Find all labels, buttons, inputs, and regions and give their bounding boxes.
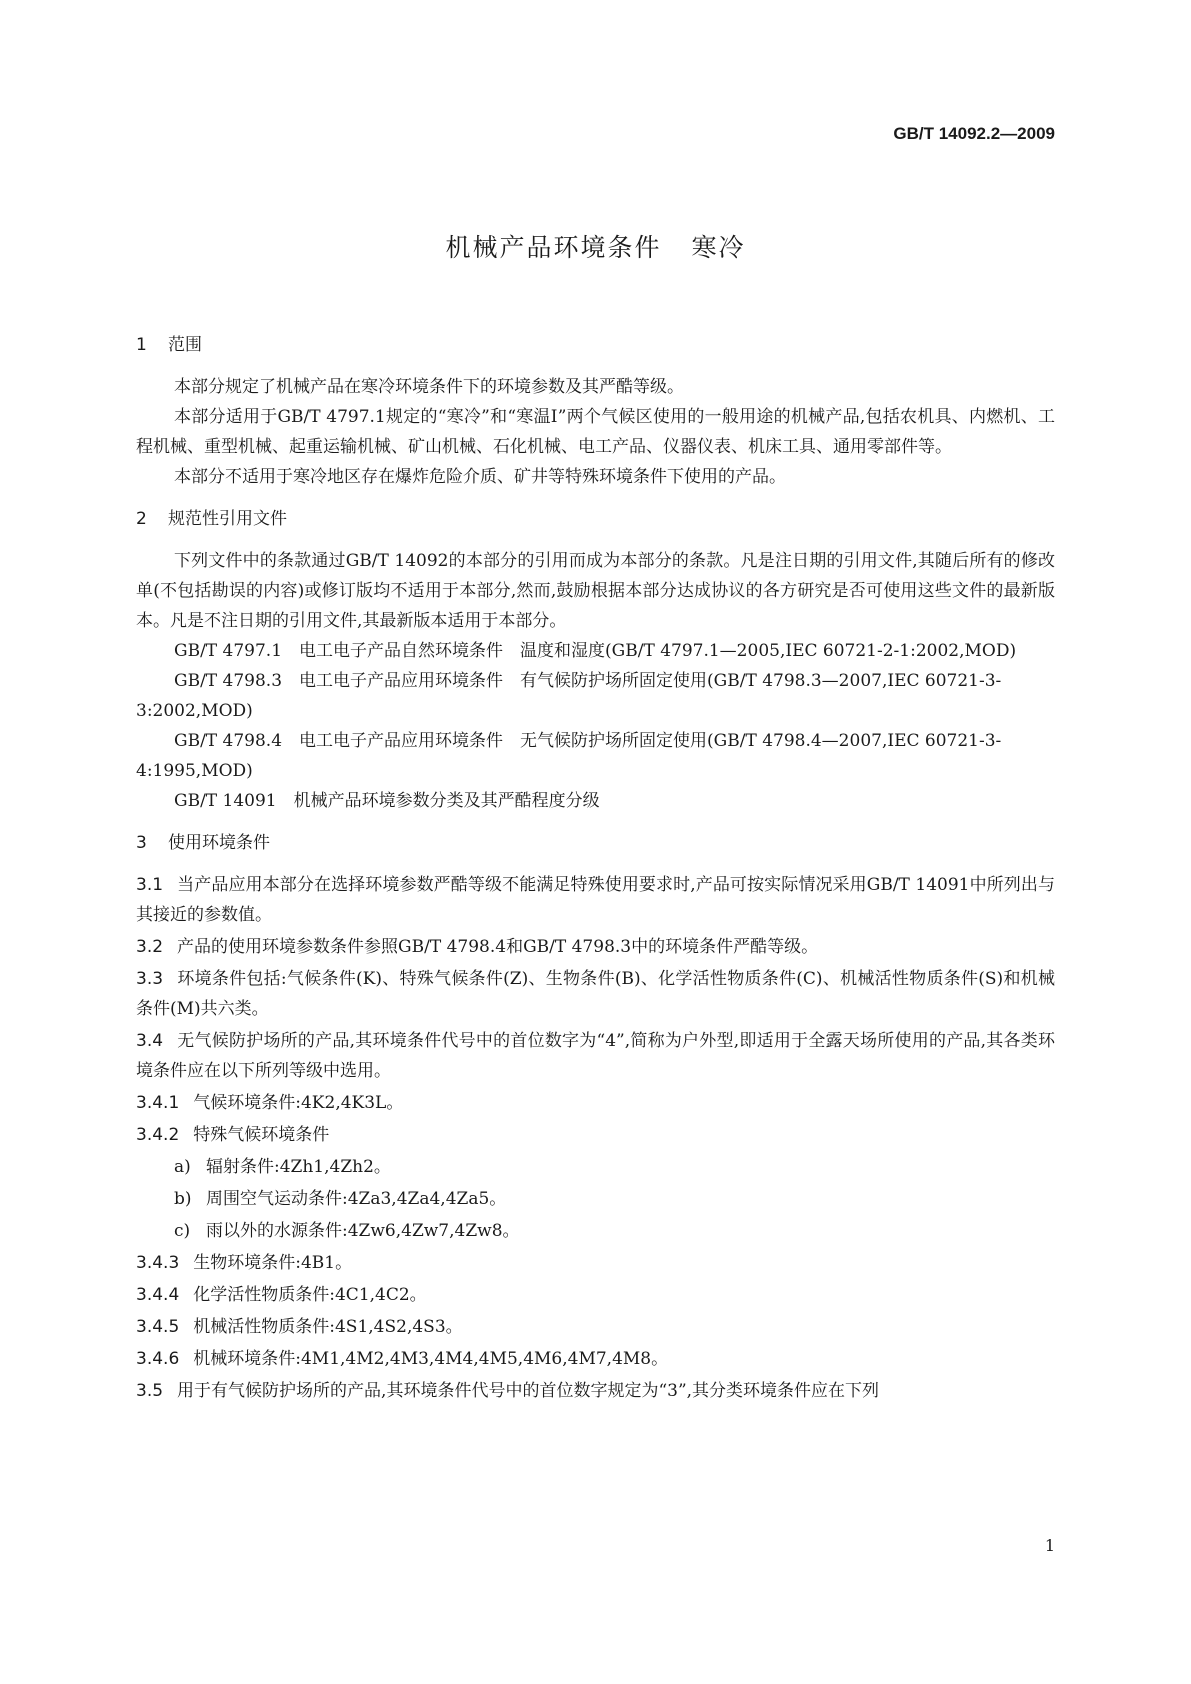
clause-number: 3.4.1 bbox=[136, 1093, 180, 1113]
clause bbox=[136, 1344, 1055, 1374]
clause bbox=[136, 1376, 1055, 1406]
section-heading-scope bbox=[136, 330, 1055, 360]
section-title: 规范性引用文件 bbox=[168, 509, 287, 529]
list-text: 雨以外的水源条件:4Zw6,4Zw7,4Zw8。 bbox=[206, 1221, 520, 1241]
clause bbox=[136, 932, 1055, 962]
clause-text: 无气候防护场所的产品,其环境条件代号中的首位数字为“4”,简称为户外型,即适用于全露天场所使用的产品,其各类环境条件应在以下所列等级中选用。 bbox=[136, 1031, 1055, 1081]
title-part2: 寒冷 bbox=[691, 233, 746, 262]
document-title bbox=[0, 228, 1191, 264]
list-item bbox=[136, 1184, 1055, 1214]
title-part1: 机械产品环境条件 bbox=[445, 233, 662, 262]
clause bbox=[136, 1312, 1055, 1342]
clause bbox=[136, 1026, 1055, 1086]
clause bbox=[136, 1248, 1055, 1278]
clause bbox=[136, 870, 1055, 930]
clause-number: 3.5 bbox=[136, 1381, 164, 1401]
clause-text: 化学活性物质条件:4C1,4C2。 bbox=[193, 1285, 427, 1305]
clause-text: 机械活性物质条件:4S1,4S2,4S3。 bbox=[193, 1317, 463, 1337]
section-title: 使用环境条件 bbox=[168, 833, 270, 853]
section-title: 范围 bbox=[168, 335, 202, 355]
section-number: 1 bbox=[136, 335, 147, 355]
clause-text: 当产品应用本部分在选择环境参数严酷等级不能满足特殊使用要求时,产品可按实际情况采用GB/T 14091中所列出与其接近的参数值。 bbox=[136, 875, 1055, 925]
clause-text: 用于有气候防护场所的产品,其环境条件代号中的首位数字规定为“3”,其分类环境条件应在下列 bbox=[177, 1381, 880, 1401]
reference-item: GB/T 4798.3 电工电子产品应用环境条件 有气候防护场所固定使用(GB/T 4798.3—2007,IEC 60721-3-3:2002,MOD) bbox=[136, 671, 1002, 721]
clause-text: 气候环境条件:4K2,4K3L。 bbox=[193, 1093, 404, 1113]
list-text: 辐射条件:4Zh1,4Zh2。 bbox=[206, 1157, 391, 1177]
clause-number: 3.4 bbox=[136, 1031, 164, 1051]
page-number: 1 bbox=[1044, 1536, 1055, 1555]
section-number: 2 bbox=[136, 509, 147, 529]
clause bbox=[136, 1088, 1055, 1118]
paragraph: 本部分不适用于寒冷地区存在爆炸危险介质、矿井等特殊环境条件下使用的产品。 bbox=[174, 467, 786, 487]
clause bbox=[136, 1120, 1055, 1150]
clause-number: 3.4.6 bbox=[136, 1349, 180, 1369]
clause-text: 产品的使用环境参数条件参照GB/T 4798.4和GB/T 4798.3中的环境条件严酷等级。 bbox=[177, 937, 819, 957]
section-heading-normative-references bbox=[136, 504, 1055, 534]
list-label: a) bbox=[174, 1157, 191, 1177]
list-label: c) bbox=[174, 1221, 191, 1241]
paragraph: 本部分规定了机械产品在寒冷环境条件下的环境参数及其严酷等级。 bbox=[174, 377, 684, 397]
clause bbox=[136, 1280, 1055, 1310]
standard-number: GB/T 14092.2—2009 bbox=[893, 124, 1055, 143]
clause-number: 3.2 bbox=[136, 937, 164, 957]
reference-item: GB/T 4798.4 电工电子产品应用环境条件 无气候防护场所固定使用(GB/T 4798.4—2007,IEC 60721-3-4:1995,MOD) bbox=[136, 731, 1002, 781]
paragraph: 本部分适用于GB/T 4797.1规定的“寒冷”和“寒温Ⅰ”两个气候区使用的一般用途的机械产品,包括农机具、内燃机、工程机械、重型机械、起重运输机械、矿山机械、石化机械、电工产品、仪器仪表、机床工具、通用零部件等。 bbox=[136, 407, 1055, 457]
clause-number: 3.4.4 bbox=[136, 1285, 180, 1305]
clause-text: 生物环境条件:4B1。 bbox=[193, 1253, 353, 1273]
clause-number: 3.4.2 bbox=[136, 1125, 180, 1145]
clause-number: 3.4.3 bbox=[136, 1253, 180, 1273]
list-text: 周围空气运动条件:4Za3,4Za4,4Za5。 bbox=[206, 1189, 507, 1209]
clause-number: 3.3 bbox=[136, 969, 164, 989]
clause-number: 3.4.5 bbox=[136, 1317, 180, 1337]
reference-item: GB/T 4797.1 电工电子产品自然环境条件 温度和湿度(GB/T 4797.1—2005,IEC 60721-2-1:2002,MOD) bbox=[174, 641, 1017, 661]
list-item bbox=[136, 1152, 1055, 1182]
clause bbox=[136, 964, 1055, 1024]
document-body bbox=[136, 318, 1055, 1408]
clause-text: 环境条件包括:气候条件(K)、特殊气候条件(Z)、生物条件(B)、化学活性物质条件(C)、机械活性物质条件(S)和机械条件(M)共六类。 bbox=[136, 969, 1055, 1019]
section-number: 3 bbox=[136, 833, 147, 853]
paragraph: 下列文件中的条款通过GB/T 14092的本部分的引用而成为本部分的条款。凡是注日期的引用文件,其随后所有的修改单(不包括勘误的内容)或修订版均不适用于本部分,然而,鼓励根据本部分达成协议的各方研究是否可使用这些文件的最新版本。凡是不注日期的引用文件,其最新版本适用于本部分。 bbox=[136, 551, 1055, 631]
reference-item: GB/T 14091 机械产品环境参数分类及其严酷程度分级 bbox=[174, 791, 600, 811]
clause-number: 3.1 bbox=[136, 875, 164, 895]
clause-text: 特殊气候环境条件 bbox=[193, 1125, 330, 1145]
section-heading-usage-conditions bbox=[136, 828, 1055, 858]
list-item bbox=[136, 1216, 1055, 1246]
clause-text: 机械环境条件:4M1,4M2,4M3,4M4,4M5,4M6,4M7,4M8。 bbox=[193, 1349, 669, 1369]
list-label: b) bbox=[174, 1189, 192, 1209]
